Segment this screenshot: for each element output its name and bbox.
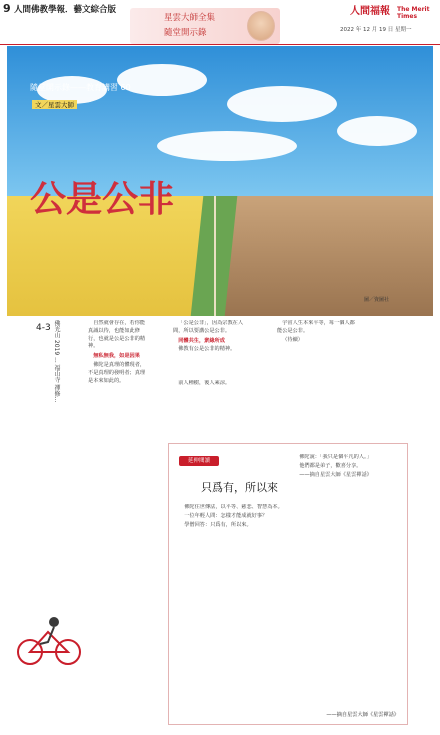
- box-paragraph: 一位年輕人問：怎樣才能成就好事？: [184, 512, 268, 519]
- box-tag: 延伸閱讀: [179, 456, 219, 466]
- rider-head: [49, 617, 59, 627]
- masthead-rule: [0, 44, 440, 45]
- box-paragraph: 佛陀住世傳法，以平等、慈悲、智慧為本。: [184, 504, 283, 510]
- banner-line1: 星雲大師全集: [164, 13, 216, 23]
- section-title: 人間佛教學報．藝文綜合版: [14, 5, 117, 15]
- column-3: [277, 320, 357, 440]
- road: [214, 196, 216, 316]
- col2-paragraph: 佛教有公是公非的精神。: [178, 346, 236, 353]
- series-title: 隨堂開示錄——教育講習 60: [30, 83, 131, 92]
- issue-number: 4-3: [36, 323, 51, 333]
- box-paragraph: 學僧回答：只爲有，所以來。: [184, 521, 252, 528]
- box-paragraph: 他們都是弟子，歡喜分享。: [299, 462, 362, 469]
- col1-paragraph: 佛陀是真理的體現者，不是真理的發明者；真理是本來如此的。: [88, 361, 146, 384]
- field-right: [207, 196, 433, 316]
- image-credit: 圖／資圖社: [364, 297, 390, 303]
- sidebar-box: [168, 443, 408, 725]
- col3-continued: （待續）: [282, 336, 303, 343]
- cloud: [157, 131, 297, 161]
- box-paragraph: 佛陀說：「我只是個平凡的人。」: [299, 454, 372, 460]
- col2-subhead: 同體共生，衆緣所成: [178, 337, 225, 344]
- publication-date: 2022 年 12 月 19 日 星期一: [340, 27, 412, 33]
- author-tag: 文／星雲大師: [32, 100, 77, 109]
- newspaper-logo: 人間福報: [350, 6, 390, 17]
- box-signature: ——摘自星雲大師《星雲禪話》: [326, 712, 399, 718]
- col3-paragraph: 宇宙人生本來平等，每一個人都能公是公非。: [277, 320, 355, 334]
- article-title: 公是公非: [30, 178, 175, 220]
- vertical-note: 佛光山 2019 ... 福山寺 禪修...: [53, 320, 60, 403]
- series-banner[interactable]: [130, 8, 280, 44]
- col2-paragraph: 「公是公非」，因為宗教在人間，所以要講公是公非。: [173, 320, 244, 334]
- cyclist-illustration: [10, 612, 130, 668]
- mini-paragraph: 前人種樹，後人乘涼。: [178, 380, 231, 386]
- col1-subhead: 無私無我，如是因果: [93, 353, 140, 360]
- col1-paragraph: 自然就會存在，若你能真誠以待，也能如此修行，也就是公是公非的精神。: [88, 320, 146, 350]
- masthead: [0, 0, 440, 48]
- cloud: [227, 86, 337, 122]
- newspaper-logo-en: The Merit Times: [397, 6, 430, 20]
- cloud: [337, 116, 417, 146]
- box-paragraph: ——摘自星雲大師《星雲禪話》: [299, 471, 372, 478]
- page-number: 9: [3, 2, 11, 15]
- box-column-1: [179, 504, 289, 714]
- column-mini: [173, 380, 253, 420]
- author-portrait: [247, 11, 275, 41]
- box-title: 只爲有，所以來: [201, 481, 278, 494]
- banner-line2: 隨堂開示錄: [164, 28, 207, 38]
- box-column-2: [294, 454, 399, 714]
